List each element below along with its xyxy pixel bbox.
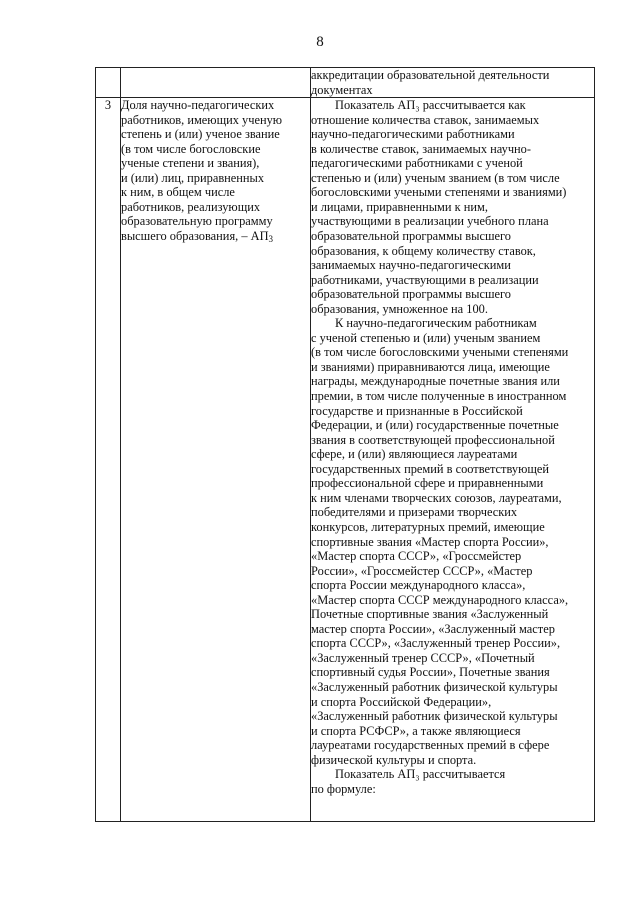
description-line: отношение количества ставок, занимаемых [311,112,540,127]
indicator-subscript: 3 [268,234,274,245]
description-line: Федерации, и (или) государственные почетные [311,418,559,433]
description-line: занимаемых научно-педагогическими [311,258,511,273]
indicator-name-line: (в том числе богословские [121,141,261,156]
description-line: государственных премий в соответствующей [311,461,550,476]
indicator-name-line: образовательную программу [121,214,273,229]
indicator-table [95,67,595,822]
indicator-name-line: и (или) лиц, приравненных [121,170,265,185]
description-line: богословскими учеными степенями и званиями) [311,185,567,200]
description-line: спорта СССР», «Заслуженный тренер России», [311,636,561,651]
description-line: и званиями) приравниваются лица, имеющие [311,359,550,374]
row-number: 3 [96,98,121,822]
page-number: 8 [316,34,324,50]
description-line: К научно-педагогическим работникам [335,316,537,331]
description-line: «Мастер спорта СССР международного класса», [311,592,569,607]
description-line: научно-педагогическими работниками [311,127,515,142]
description-line: лауреатами государственных премий в сфере [311,738,550,753]
description-line: мастер спорта России», «Заслуженный мастер [311,621,555,636]
description-line: спортивные звания «Мастер спорта России», [311,534,549,549]
description-line: «Заслуженный работник физической культуры [311,679,558,694]
description-line: спорта России международного класса», [311,578,526,593]
continuation-line: документах [311,82,373,97]
name-cell-empty [121,68,311,98]
description-line: Почетные спортивные звания «Заслуженный [311,607,549,622]
indicator-name-line: работников, реализующих [121,199,261,214]
number-cell-empty [96,68,121,98]
table-row-indicator-3 [96,98,595,822]
description-line: и лицами, приравненными к ним, [311,199,488,214]
indicator-name-line: ученые степени и звания), [121,156,260,171]
description-line: с ученой степенью и (или) ученым званием [311,330,541,345]
description-line: физической культуры и спорта. [311,752,477,767]
description-line: (в том числе богословскими учеными степенями [311,345,569,360]
continuation-text-cell [311,68,595,98]
description-line: образования, к общему количеству ставок, [311,243,536,258]
indicator-name-text: высшего образования, – АП [121,229,269,244]
indicator-name-last-line [121,229,310,247]
description-line: педагогическими работниками с ученой [311,156,523,171]
description-line: работниками, участвующими в реализации [311,272,539,287]
indicator-name-line: степень и (или) ученое звание [121,127,280,142]
description-line: Показатель АП₃ рассчитывается [335,767,506,782]
description-cell [311,98,595,822]
description-line: профессиональной сфере и приравненными [311,476,544,491]
description-line: звания в соответствующей профессиональной [311,432,555,447]
description-line: награды, международные почетные звания или [311,374,560,389]
description-line: «Мастер спорта СССР», «Гроссмейстер [311,549,522,564]
description-line: Показатель АП₃ рассчитывается как [335,98,526,113]
description-line: образовательной программы высшего [311,287,511,302]
continuation-line: аккредитации образовательной деятельности [311,68,550,82]
indicator-name-cell [121,98,311,822]
description-line: в количестве ставок, занимаемых научно- [311,141,532,156]
description-line: государстве и признанные в Российской [311,403,523,418]
description-line: России», «Гроссмейстер СССР», «Мастер [311,563,533,578]
description-line: к ним членами творческих союзов, лауреатами, [311,490,562,505]
description-line: конкурсов, литературных премий, имеющие [311,519,545,534]
indicator-name-line: к ним, в общем числе [121,185,235,200]
description-line: премии, в том числе полученные в иностранном [311,389,567,404]
description-line: победителями и призерами творческих [311,505,518,520]
description-line: по формуле: [311,781,376,796]
description-line: спортивный судья России», Почетные звания [311,665,550,680]
description-line: степенью и (или) ученым званием (в том числе [311,170,560,185]
indicator-name-line: Доля научно-педагогических [121,98,275,113]
description-line: образования, умноженное на 100. [311,301,488,316]
description-line: сфере, и (или) являющиеся лауреатами [311,447,518,462]
description-line: образовательной программы высшего [311,229,511,244]
indicator-name-line: работников, имеющих ученую [121,112,283,127]
description-line: и спорта Российской Федерации», [311,694,492,709]
description-line: участвующими в реализации учебного плана [311,214,549,229]
table-row-continuation [96,68,595,98]
description-line: и спорта РСФСР», а также являющиеся [311,723,521,738]
description-line: «Заслуженный работник физической культуры [311,709,558,724]
description-line: «Заслуженный тренер СССР», «Почетный [311,650,535,665]
